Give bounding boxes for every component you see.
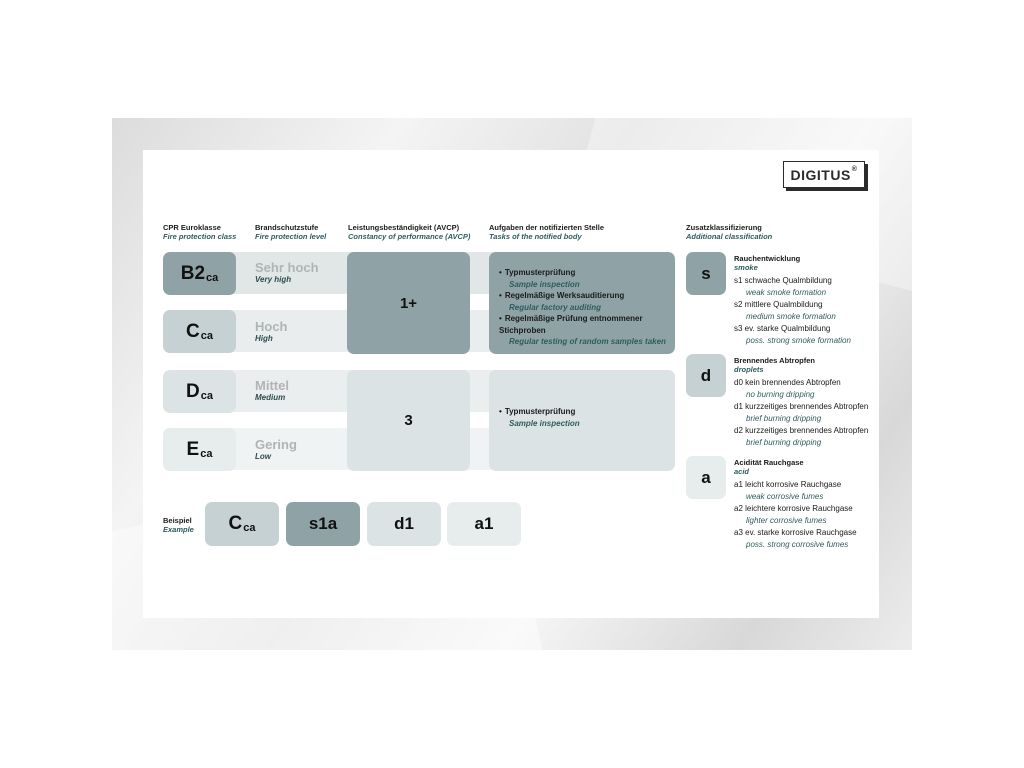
additional-item: a1 leicht korrosive Rauchgase	[734, 480, 842, 489]
infographic-card	[143, 150, 879, 618]
task-item: • Regelmäßige Werksauditierung	[499, 290, 675, 302]
class-main: E	[186, 438, 200, 460]
additional-letter: s	[701, 263, 711, 283]
example-label-en: Example	[163, 525, 194, 534]
header-additional-de: Zusatzklassifizierung	[686, 223, 762, 232]
level-very-high	[255, 260, 319, 285]
additional-item: s2 mittlere Qualmbildung	[734, 300, 823, 309]
tasks-high-box	[489, 252, 675, 354]
header-level	[255, 223, 326, 241]
additional-item: a2 leichtere korrosive Rauchgase	[734, 504, 853, 513]
header-tasks-de: Aufgaben der notifizierten Stelle	[489, 223, 605, 232]
level-en: Low	[255, 452, 271, 461]
additional-item-en: weak smoke formation	[746, 288, 827, 297]
header-avcp-de: Leistungsbeständigkeit (AVCP)	[348, 223, 460, 232]
header-tasks	[489, 223, 604, 241]
task-item-en: Sample inspection	[509, 279, 580, 289]
task-item: • Typmusterprüfung	[499, 267, 675, 279]
task-item: • Typmusterprüfung	[499, 406, 580, 418]
task-item-en: Regular factory auditing	[509, 302, 602, 312]
additional-item: s1 schwache Qualmbildung	[734, 276, 832, 285]
background-frame	[112, 118, 912, 650]
class-sub: ca	[200, 447, 213, 460]
class-main: D	[186, 380, 200, 402]
header-tasks-en: Tasks of the notified body	[489, 232, 582, 241]
level-de: Mittel	[255, 378, 289, 393]
additional-title-de: Brennendes Abtropfen	[734, 356, 815, 365]
additional-title-de: Acidität Rauchgase	[734, 458, 804, 467]
additional-letter: d	[700, 365, 712, 385]
header-avcp-en: Constancy of performance (AVCP)	[348, 232, 471, 241]
tasks-low-box	[489, 370, 675, 471]
additional-item-en: brief burning dripping	[746, 438, 822, 447]
additional-d-text	[734, 356, 868, 449]
example-smoke	[286, 502, 360, 546]
avcp-value: 1+	[399, 294, 418, 312]
additional-title-en: acid	[734, 467, 750, 476]
additional-title-en: smoke	[734, 263, 758, 272]
example-class-main: C	[228, 513, 243, 534]
task-item-en: Sample inspection	[509, 418, 580, 428]
class-main: B2	[180, 262, 206, 284]
additional-item-en: medium smoke formation	[746, 312, 836, 321]
additional-title-de: Rauchentwicklung	[734, 254, 801, 263]
example-acid-value: a1	[474, 514, 494, 533]
additional-item: s3 ev. starke Qualmbildung	[734, 324, 831, 333]
additional-s-text	[734, 254, 851, 347]
level-en: Medium	[255, 393, 286, 402]
header-avcp	[348, 223, 470, 241]
digitus-logo	[783, 161, 865, 188]
example-class-sub: ca	[243, 522, 256, 534]
class-cca	[163, 310, 236, 353]
class-sub: ca	[206, 271, 219, 284]
additional-item: d2 kurzzeitiges brennendes Abtropfen	[734, 426, 869, 435]
example-class	[205, 502, 279, 546]
avcp-value: 3	[404, 412, 413, 429]
header-cpr	[163, 223, 236, 241]
example-acid	[447, 502, 521, 546]
class-b2ca	[163, 252, 236, 295]
level-low	[255, 437, 297, 462]
example-label	[163, 516, 194, 534]
class-eca	[163, 428, 236, 471]
header-cpr-en: Fire protection class	[163, 232, 237, 241]
avcp-3	[347, 370, 470, 471]
level-de: Hoch	[255, 319, 288, 334]
class-main: C	[186, 320, 200, 342]
additional-item: d0 kein brennendes Abtropfen	[734, 378, 841, 387]
example-droplets	[367, 502, 441, 546]
task-item: • Regelmäßige Prüfung entnommener Stichproben	[499, 313, 675, 336]
class-sub: ca	[200, 329, 213, 342]
additional-s	[686, 252, 726, 295]
tasks-high-list	[499, 267, 675, 348]
additional-d	[686, 354, 726, 397]
logo-text: DIGITUS	[790, 166, 851, 183]
header-level-de: Brandschutzstufe	[255, 223, 319, 232]
example-droplets-value: d1	[394, 514, 414, 533]
additional-letter: a	[701, 467, 711, 487]
additional-item-en: brief burning dripping	[746, 414, 822, 423]
class-sub: ca	[200, 389, 213, 402]
registered-mark: ®	[851, 166, 858, 173]
additional-a-text	[734, 458, 857, 551]
additional-item-en: lighter corrosive fumes	[746, 516, 827, 525]
header-level-en: Fire protection level	[255, 232, 327, 241]
header-additional	[686, 223, 772, 241]
level-high	[255, 319, 288, 344]
level-en: High	[255, 334, 273, 343]
additional-item-en: no burning dripping	[746, 390, 815, 399]
avcp-1plus	[347, 252, 470, 354]
level-de: Sehr hoch	[255, 260, 319, 275]
example-label-de: Beispiel	[163, 516, 192, 525]
additional-a	[686, 456, 726, 499]
additional-item: a3 ev. starke korrosive Rauchgase	[734, 528, 857, 537]
example-smoke-value: s1a	[308, 514, 338, 533]
additional-title-en: droplets	[734, 365, 764, 374]
level-en: Very high	[255, 275, 292, 284]
additional-item-en: poss. strong smoke formation	[746, 336, 851, 345]
additional-item: d1 kurzzeitiges brennendes Abtropfen	[734, 402, 869, 411]
class-dca	[163, 370, 236, 413]
additional-item-en: poss. strong corrosive fumes	[746, 540, 849, 549]
additional-item-en: weak corrosive fumes	[746, 492, 824, 501]
tasks-low-list	[499, 406, 580, 429]
header-cpr-de: CPR Euroklasse	[163, 223, 221, 232]
header-additional-en: Additional classification	[686, 232, 773, 241]
task-item-en: Regular testing of random samples taken	[509, 337, 666, 346]
level-medium	[255, 378, 289, 403]
level-de: Gering	[255, 437, 297, 452]
